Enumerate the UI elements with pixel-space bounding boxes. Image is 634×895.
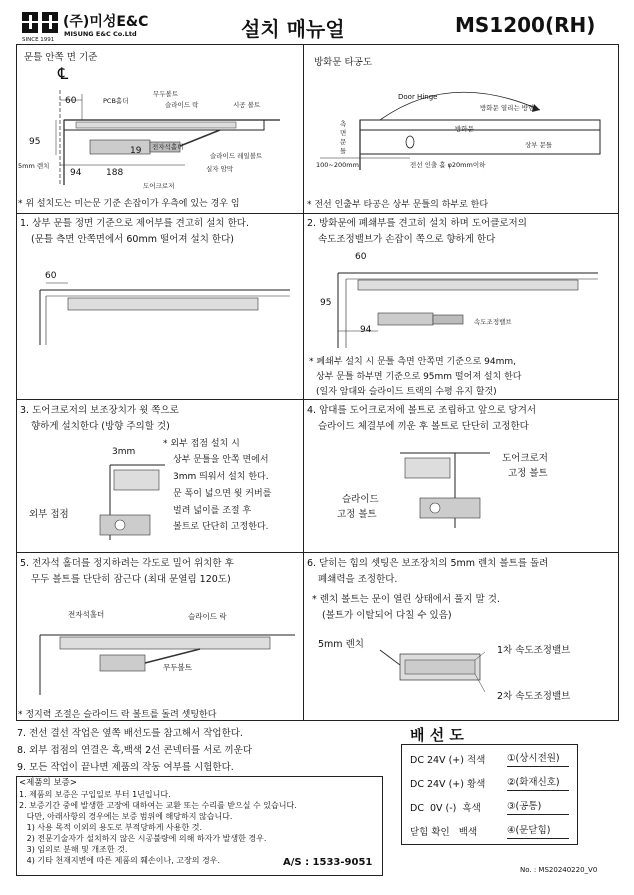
label-side-frame: 측 면 문 틀 xyxy=(340,120,347,155)
step3-note-1: * 외부 접점 설치 시 xyxy=(163,439,240,449)
step5-line1: 5. 전자석 홀더를 정지하려는 각도로 밀어 위치한 후 xyxy=(20,558,234,569)
label-range: 100~200mm xyxy=(316,161,359,169)
step5-slide-rak-label: 슬라이드 락 xyxy=(188,612,227,621)
model-number: MS1200(RH) xyxy=(455,13,596,37)
warranty-title: <제품의 보증> xyxy=(19,778,78,788)
dim-19: 19 xyxy=(130,146,142,156)
step2-diagram xyxy=(318,258,608,350)
warranty-line-7: 4) 기타 천재지변에 따른 제품의 훼손이나, 고장의 경우. xyxy=(19,856,221,865)
step2-dim-95: 95 xyxy=(320,298,332,308)
company-name-kr: (주)미성E&C xyxy=(63,14,149,30)
step3-note-4: 문 폭이 넓으면 윗 커버를 xyxy=(173,489,272,499)
step2-valve-label: 속도조정밸브 xyxy=(474,318,512,326)
step2-line1: 2. 방화문에 폐쇄부를 견고히 설치 하며 도어클로저의 xyxy=(307,218,527,229)
as-phone: A/S : 1533-9051 xyxy=(283,857,373,868)
step3-note-6: 볼트로 단단히 고정한다. xyxy=(173,522,269,532)
label-fire-door: 방화문 xyxy=(455,125,474,133)
step3-dim-3mm: 3mm xyxy=(112,447,136,457)
label-slide-rail: 슬라이드 레일볼트 xyxy=(210,152,263,160)
warranty-line-5: 2) 전문기술자가 설치하지 않은 시공불량에 의해 하자가 발생한 경우. xyxy=(19,834,267,843)
wiring-underline-1 xyxy=(507,766,569,767)
step6-valve2-label: 2차 속도조정밸브 xyxy=(497,691,571,702)
wiring-row-1-label: DC 24V (+) 적색 xyxy=(410,755,486,766)
step3-note-5: 벌려 넓이를 조절 후 xyxy=(173,506,252,516)
row-divider-2 xyxy=(16,399,619,400)
wiring-row-3-label: DC 0V (-) 흑색 xyxy=(410,803,481,814)
label-open-dir: 방화문 열리는 방향 xyxy=(480,104,535,112)
step3-diagram xyxy=(90,460,170,545)
label-mudu: 무두볼트 xyxy=(153,90,179,98)
panel1-heading: 문틀 안쪽 면 기준 xyxy=(24,52,98,63)
vertical-divider xyxy=(303,44,304,721)
label-cable-hole: 전선 인출 홀 φ20mm이하 xyxy=(410,161,486,169)
footer-step-9: 9. 모든 작업이 끝나면 제품의 작동 여부를 시험한다. xyxy=(17,762,234,773)
since-text: SINCE 1991 xyxy=(22,37,55,43)
step6-valve1-label: 1차 속도조정밸브 xyxy=(497,645,571,656)
dim-94: 94 xyxy=(70,168,82,178)
panel1-note: * 위 설치도는 미는문 기준 손잡이가 우측에 있는 경우 임 xyxy=(18,199,240,209)
step3-note-2: 상부 문틀을 안쪽 면에서 xyxy=(173,455,269,465)
step4-diagram xyxy=(395,448,495,533)
step1-diagram xyxy=(30,280,300,350)
dim-95: 95 xyxy=(29,137,41,147)
row-divider-3 xyxy=(16,552,619,553)
warranty-line-4: 1) 사용 목적 이외의 용도로 부적당하게 사용한 것. xyxy=(19,823,203,832)
step2-note1: * 폐쇄부 설치 시 문틀 측면 안쪽면 기준으로 94mm, xyxy=(309,357,517,367)
row-divider-1 xyxy=(16,213,619,214)
step4-fix-bolt-2: 고정 볼트 xyxy=(508,468,548,479)
panel2-diagram xyxy=(310,80,610,190)
panel2-heading: 방화문 타공도 xyxy=(314,57,373,68)
warranty-line-1: 1. 제품의 보증은 구입일로 부터 1년입니다. xyxy=(19,790,171,799)
step3-line2: 향하게 설치한다 (방향 주의할 것) xyxy=(31,421,170,432)
wiring-row-4-value: ④(문닫힘) xyxy=(507,825,551,836)
step3-outer-label: 외부 접점 xyxy=(29,509,69,520)
label-doorcloser: 도어크로저 xyxy=(143,182,175,190)
footer-step-8: 8. 외부 접점의 연결은 흑,백색 2선 콘넥터를 서로 끼운다 xyxy=(17,745,253,756)
step2-dim-60: 60 xyxy=(355,252,367,262)
step2-note3: (일자 암대와 슬라이드 트랙의 수평 유지 할것) xyxy=(316,387,497,397)
label-wrench: 5mm 렌치 xyxy=(18,162,50,170)
step1-dim-60: 60 xyxy=(45,271,57,281)
step6-line2: 폐쇄력을 조정한다. xyxy=(318,574,398,585)
wiring-row-2-value: ②(화재신호) xyxy=(507,777,560,788)
step4-slide-bolt-2: 고정 볼트 xyxy=(337,509,377,520)
step3-note-3: 3mm 띄워서 설치 한다. xyxy=(173,472,269,482)
step4-line2: 슬라이드 체결부에 끼운 후 볼트로 단단히 고정한다 xyxy=(318,421,529,432)
warranty-line-6: 3) 임의로 분해 및 개조한 것. xyxy=(19,845,128,854)
step4-fix-bolt-1: 도어크로저 xyxy=(502,453,548,464)
step2-dim-94: 94 xyxy=(360,325,372,335)
step4-line1: 4. 암대를 도어크로저에 볼트로 조립하고 앞으로 당겨서 xyxy=(307,405,537,416)
document-number: No. : MS20240220_V0 xyxy=(520,866,598,874)
step3-line1: 3. 도어크로저의 보조장치가 윗 쪽으로 xyxy=(20,405,179,416)
panel2-note: * 전선 인출부 타공은 상부 문틀의 하부로 한다 xyxy=(307,200,489,210)
step5-mudu-label: 무두볼트 xyxy=(163,663,192,672)
footer-step-7: 7. 전선 결선 작업은 옆쪽 배선도를 참고해서 작업한다. xyxy=(17,728,243,739)
step2-note2: 상부 문틀 하부면 기준으로 95mm 떨어져 설치 한다 xyxy=(316,372,522,382)
wiring-row-2-label: DC 24V (+) 황색 xyxy=(410,779,486,790)
step2-line2: 속도조정밸브가 손잡이 쪽으로 향하게 한다 xyxy=(318,234,496,245)
step1-line2: (문틀 측면 안쪽면에서 60mm 떨어져 설치 한다) xyxy=(31,234,234,245)
label-sigong: 시공 볼트 xyxy=(233,101,261,109)
step6-line4: (볼트가 이탈되어 다칠 수 있음) xyxy=(322,610,452,621)
wiring-underline-4 xyxy=(507,838,569,839)
label-hinge: Door Hinge xyxy=(398,93,438,101)
label-dial: 실자 암막 xyxy=(206,165,234,173)
label-pcb: PCB홀더 xyxy=(103,97,129,105)
wiring-underline-2 xyxy=(507,790,569,791)
company-name-en: MISUNG E&C Co.Ltd xyxy=(64,30,137,38)
page-title: 설치 매뉴얼 xyxy=(241,17,345,41)
centerline-symbol: ℄ xyxy=(58,64,69,83)
wiring-underline-3 xyxy=(507,814,569,815)
step6-wrench-label: 5mm 렌치 xyxy=(318,639,364,650)
wiring-row-1-value: ①(상시전원) xyxy=(507,753,560,764)
dim-188: 188 xyxy=(106,168,124,178)
step4-slide-bolt-1: 슬라이드 xyxy=(342,494,379,505)
warranty-line-2: 2. 보증기간 중에 발생한 고장에 대하여는 교환 또는 수리를 받으실 수 있습니다. xyxy=(19,801,297,810)
step6-diagram xyxy=(375,640,485,705)
label-upper-frame: 상부 문틀 xyxy=(525,141,553,149)
step5-magnet-label: 전자석홀더 xyxy=(68,610,105,619)
step1-line1: 1. 상부 문틀 정면 기준으로 제어부를 견고히 설치 한다. xyxy=(20,218,249,229)
company-logo xyxy=(22,12,60,34)
warranty-line-3: 다만, 아래사항의 경우에는 보증 범위에 해당하지 않습니다. xyxy=(19,812,233,821)
step6-line1: 6. 닫히는 힘의 셋팅은 보조장치의 5mm 렌치 볼트를 돌려 xyxy=(307,558,549,569)
dim-60: 60 xyxy=(65,96,77,106)
wiring-title: 배 선 도 xyxy=(410,726,464,744)
label-magnet: 전자석홀더 xyxy=(152,143,184,151)
label-slide-rak: 슬라이드 락 xyxy=(165,101,199,109)
step6-line3: * 렌치 볼트는 문이 열린 상태에서 풀지 말 것. xyxy=(312,594,500,605)
wiring-row-3-value: ③(공통) xyxy=(507,801,542,812)
step5-line2: 무두 볼트를 단단히 잠근다 (최대 문열림 120도) xyxy=(31,574,231,585)
step5-note: * 정지력 조절은 슬라이드 락 볼트를 돌려 셋팅한다 xyxy=(18,710,217,720)
wiring-row-4-label: 닫힘 확인 백색 xyxy=(410,827,478,838)
logo-mark-icon xyxy=(22,12,60,34)
